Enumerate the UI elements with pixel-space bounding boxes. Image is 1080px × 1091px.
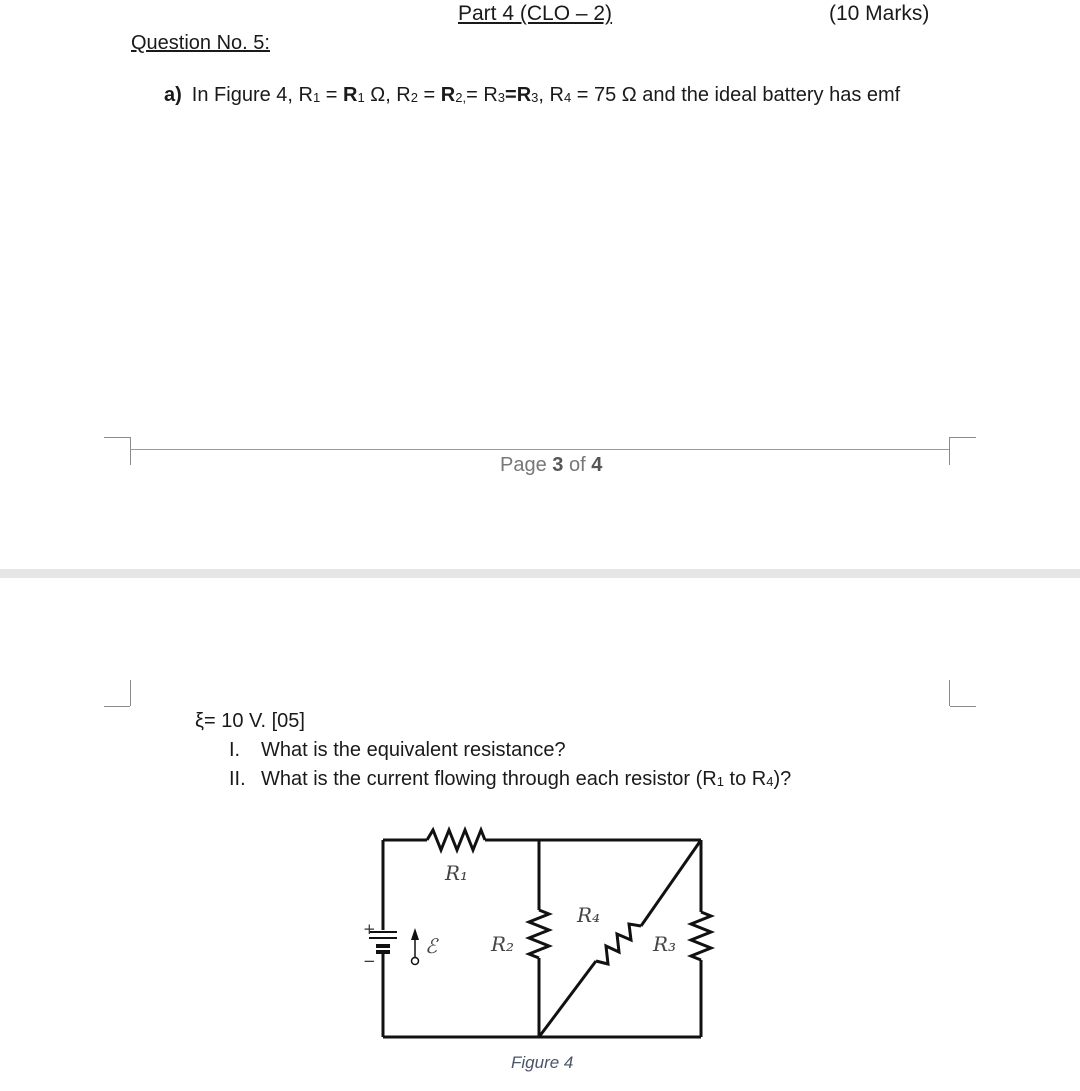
sub-question-1: I. What is the equivalent resistance? [229, 739, 566, 761]
crop-mark-bottom-left [104, 437, 130, 438]
crop-mark-top-right-vert [949, 680, 950, 706]
label-r2: R₂ [491, 932, 515, 956]
battery-minus-label: − [363, 952, 376, 970]
label-r1: R₁ [445, 861, 469, 885]
question-number: Question No. 5: [131, 32, 270, 54]
crop-mark-top-left-vert [130, 680, 131, 706]
question-a-text: a) In Figure 4, $R_1 = R_1$ Ω, $R_2 = R_{2,}= R_3=R_3$, $R_4 = 75$ Ω and the ideal battery has emf [164, 84, 901, 106]
resistor-r1 [427, 830, 485, 850]
resistor-r2 [529, 910, 549, 958]
crop-mark-bottom-left-vert [130, 437, 131, 465]
footer-rule [130, 449, 950, 450]
wire-diagonal-upper [641, 840, 701, 926]
figure-caption: Figure 4 [511, 1053, 574, 1072]
emf-arrow [411, 928, 419, 965]
crop-mark-bottom-right [950, 437, 976, 438]
label-r4: R₄ [577, 903, 601, 927]
emf-value-line: ξ= 10 V. [05] [195, 710, 305, 732]
battery-plus-label: + [363, 920, 376, 938]
page-gap [0, 569, 1080, 578]
page-number: Page 3 of 4 [500, 454, 603, 476]
marks-label: (10 Marks) [829, 2, 930, 25]
resistor-r3 [691, 912, 711, 960]
label-r3: R₃ [653, 932, 677, 956]
circuit-diagram [355, 820, 725, 1052]
crop-mark-top-left [104, 706, 130, 707]
wire-diagonal-lower [539, 961, 596, 1037]
question-part-label: a) [164, 84, 182, 106]
crop-mark-top-right [950, 706, 976, 707]
resistor-r4 [596, 924, 641, 964]
emf-label: ℰ [425, 934, 438, 958]
part-title: Part 4 (CLO – 2) [458, 2, 613, 25]
crop-mark-bottom-right-vert [949, 437, 950, 465]
sub-question-2: II. What is the current flowing through each resistor ($R_1$ to $R_4$)? [229, 768, 792, 790]
